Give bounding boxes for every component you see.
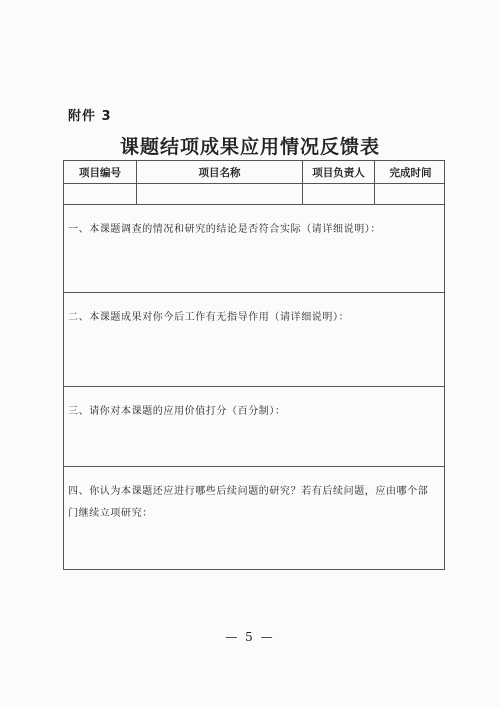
- question-4-text: 四、你认为本课题还应进行哪些后续问题的研究？若有后续问题，应由哪个部门继续立项研究：: [68, 486, 429, 519]
- form-title: 课题结项成果应用情况反馈表: [119, 136, 380, 158]
- question-1-section[interactable]: [64, 205, 444, 293]
- page-number: — 5 —: [225, 630, 275, 644]
- question-3-text: 三、请你对本课题的应用价值打分（百分制）：: [68, 406, 286, 417]
- header-project-lead: 项目负责人: [303, 161, 375, 183]
- question-2-text: 二、本课题成果对你今后工作有无指导作用（请详细说明）：: [68, 312, 350, 323]
- header-row: [64, 161, 444, 184]
- data-row: [64, 184, 444, 205]
- header-project-number: 项目编号: [64, 161, 137, 183]
- header-project-name: 项目名称: [137, 161, 303, 183]
- cell-project-name[interactable]: [137, 184, 303, 204]
- attachment-label: 附件 3: [68, 109, 112, 124]
- header-completion-time: 完成时间: [389, 166, 432, 179]
- cell-project-number[interactable]: [64, 184, 137, 204]
- question-1-text: 一、本课题调查的情况和研究的结论是否符合实际（请详细说明）：: [68, 224, 381, 235]
- question-4-section[interactable]: [64, 467, 444, 569]
- question-3-section[interactable]: [64, 387, 444, 467]
- cell-completion-time[interactable]: [375, 184, 446, 204]
- cell-project-lead[interactable]: [303, 184, 375, 204]
- feedback-form-table: [63, 160, 445, 570]
- question-2-section[interactable]: [64, 293, 444, 387]
